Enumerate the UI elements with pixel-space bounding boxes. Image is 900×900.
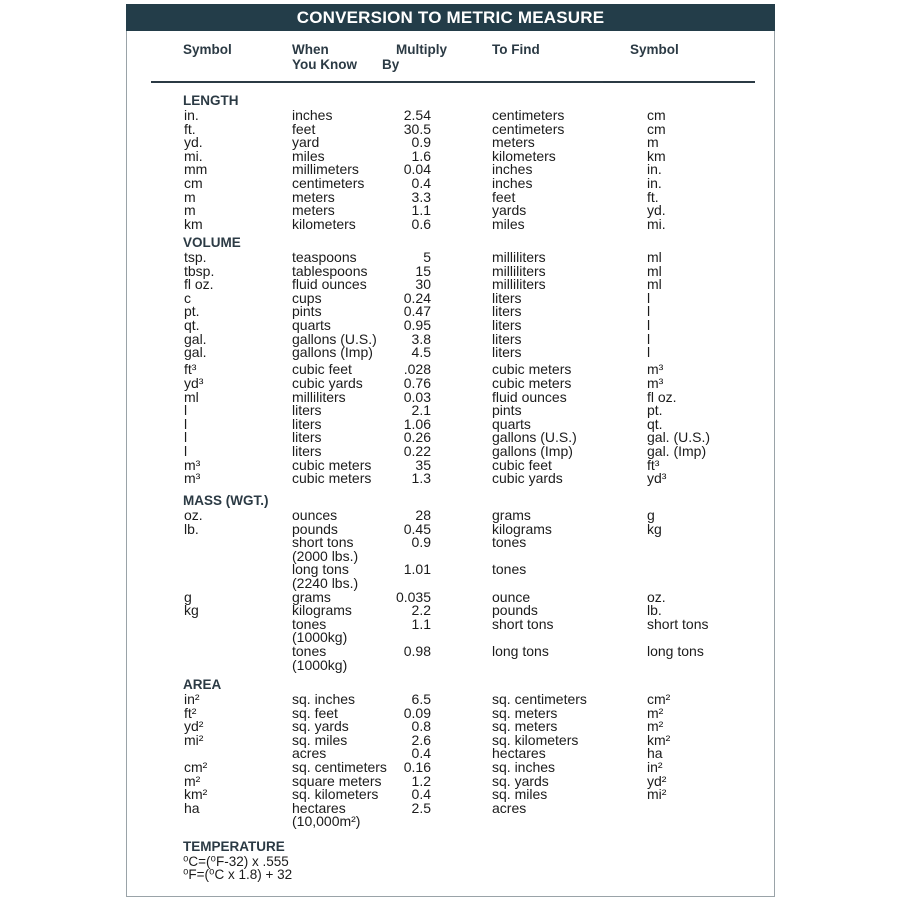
cell-result-symbol: ml	[647, 276, 662, 293]
cell-when-you-know: liters	[292, 402, 322, 419]
cell-when-you-know: kilograms	[292, 602, 352, 619]
cell-symbol: l	[184, 415, 188, 432]
cell-when-you-know: meters	[292, 188, 335, 205]
cell-symbol: km	[184, 215, 203, 232]
cell-symbol: tbsp.	[184, 262, 215, 279]
cell-when-you-know: pounds	[292, 520, 338, 537]
cell-when-you-know: sq. yards	[292, 718, 349, 735]
table-row	[0, 403, 900, 417]
cell-symbol: ha	[184, 799, 200, 816]
cell-to-find: pounds	[492, 602, 538, 619]
cell-to-find: tones	[492, 534, 527, 551]
cell-multiply-by: 0.03	[403, 388, 431, 405]
cell-to-find: sq. inches	[492, 759, 556, 775]
table-row	[0, 304, 900, 318]
cell-to-find: short tons	[492, 615, 554, 632]
cell-to-find: liters	[492, 344, 522, 361]
cell-when-you-know: teaspoons	[292, 249, 357, 265]
cell-symbol: l	[184, 442, 188, 459]
cell-multiply-by: 30	[415, 276, 431, 293]
cell-to-find: sq. meters	[492, 718, 558, 735]
cell-multiply-by: 6.5	[411, 691, 431, 707]
cell-when-you-know: tones	[292, 615, 327, 632]
cell-when-you-know: cubic feet	[292, 361, 352, 378]
cell-to-find: cubic meters	[492, 361, 572, 378]
cell-to-find: quarts	[492, 415, 531, 432]
cell-symbol: km²	[184, 786, 208, 803]
table-row	[0, 250, 900, 264]
cell-multiply-by: 0.04	[403, 161, 431, 178]
cell-multiply-by: 15	[415, 262, 431, 279]
cell-multiply-by: .028	[403, 361, 431, 378]
column-header-to-find: To Find	[492, 42, 540, 57]
cell-symbol: yd²	[184, 718, 204, 735]
cell-multiply-by: 0.47	[403, 303, 431, 320]
table-row	[0, 760, 900, 774]
cell-multiply-by: 0.95	[403, 317, 431, 333]
cell-to-find: meters	[492, 134, 535, 151]
cell-when-you-know: (2240 lbs.)	[292, 575, 359, 591]
cell-result-symbol: g	[647, 507, 655, 523]
cell-when-you-know: feet	[292, 120, 316, 137]
temperature-formula-fahrenheit: ⁰F=(⁰C x 1.8) + 32	[183, 867, 293, 882]
cell-when-you-know: centimeters	[292, 175, 365, 191]
cell-multiply-by: 1.3	[411, 470, 431, 487]
cell-when-you-know: yard	[292, 134, 320, 151]
cell-to-find: inches	[492, 161, 533, 178]
cell-when-you-know: milliliters	[292, 388, 346, 405]
cell-when-you-know: miles	[292, 147, 325, 164]
table-row	[0, 774, 900, 788]
cell-result-symbol: kg	[647, 520, 662, 537]
cell-symbol: kg	[184, 602, 199, 619]
cell-to-find: hectares	[492, 745, 546, 762]
cell-to-find: inches	[492, 175, 533, 191]
cell-to-find: sq. miles	[492, 786, 548, 803]
cell-when-you-know: tones	[292, 643, 327, 659]
cell-result-symbol: cm	[647, 107, 666, 123]
cell-when-you-know: kilometers	[292, 215, 356, 232]
cell-when-you-know: sq. inches	[292, 691, 356, 707]
cell-when-you-know: sq. kilometers	[292, 786, 379, 803]
cell-result-symbol: ft³	[647, 456, 660, 473]
table-row	[0, 471, 900, 485]
cell-multiply-by: 3.3	[411, 188, 431, 205]
cell-multiply-by: 0.26	[403, 429, 431, 446]
cell-multiply-by: 0.09	[403, 704, 431, 721]
section-title-temperature: TEMPERATURE	[183, 839, 285, 854]
table-row	[0, 122, 900, 136]
cell-multiply-by: 0.76	[403, 374, 431, 391]
table-row	[0, 733, 900, 747]
table-row	[0, 603, 900, 617]
page-title: CONVERSION TO METRIC MEASURE	[126, 4, 775, 31]
cell-symbol: mi.	[184, 147, 203, 164]
cell-result-symbol: m³	[647, 374, 664, 391]
cell-result-symbol: km	[647, 147, 666, 164]
cell-when-you-know: square meters	[292, 772, 382, 789]
cell-symbol: mm	[184, 161, 208, 178]
cell-symbol: g	[184, 588, 192, 605]
cell-when-you-know: gallons (U.S.)	[292, 330, 377, 347]
cell-result-symbol: yd³	[647, 470, 667, 487]
cell-symbol: l	[184, 429, 188, 446]
table-row	[0, 590, 900, 604]
cell-symbol: m	[184, 188, 196, 205]
cell-when-you-know: tablespoons	[292, 262, 368, 279]
cell-to-find: gallons (U.S.)	[492, 429, 577, 446]
cell-symbol: fl oz.	[184, 276, 214, 293]
table-row	[0, 190, 900, 204]
cell-symbol: m³	[184, 470, 201, 487]
cell-multiply-by: 0.4	[411, 175, 431, 191]
cell-result-symbol: fl oz.	[647, 388, 677, 405]
cell-result-symbol: gal. (U.S.)	[647, 429, 711, 446]
cell-result-symbol: mi.	[647, 215, 666, 232]
cell-to-find: miles	[492, 215, 525, 232]
cell-multiply-by: 0.16	[403, 759, 431, 775]
column-header-symbol: Symbol	[183, 42, 232, 57]
cell-multiply-by: 2.5	[411, 799, 431, 816]
cell-result-symbol: ml	[647, 249, 662, 265]
cell-symbol: yd.	[184, 134, 203, 151]
table-row	[0, 814, 900, 828]
cell-when-you-know: cubic meters	[292, 456, 372, 473]
cell-to-find: grams	[492, 507, 531, 523]
cell-symbol: oz.	[184, 507, 203, 523]
cell-result-symbol: yd²	[647, 772, 667, 789]
table-row	[0, 549, 900, 563]
cell-when-you-know: fluid ounces	[292, 276, 367, 293]
cell-multiply-by: 0.22	[403, 442, 431, 459]
cell-to-find: liters	[492, 303, 522, 320]
cell-multiply-by: 0.9	[411, 534, 431, 551]
table-row	[0, 176, 900, 190]
table-row	[0, 444, 900, 458]
cell-symbol: m³	[184, 456, 201, 473]
cell-result-symbol: yd.	[647, 202, 666, 219]
table-row	[0, 135, 900, 149]
cell-result-symbol: lb.	[647, 602, 662, 619]
cell-multiply-by: 1.6	[411, 147, 431, 164]
table-row	[0, 787, 900, 801]
cell-multiply-by: 1.01	[403, 561, 431, 578]
table-row	[0, 376, 900, 390]
section-title-length: LENGTH	[183, 93, 239, 108]
cell-when-you-know: meters	[292, 202, 335, 219]
cell-result-symbol: mi²	[647, 786, 667, 803]
table-row	[0, 508, 900, 522]
cell-multiply-by: 0.6	[411, 215, 431, 232]
table-row	[0, 644, 900, 658]
table-row	[0, 746, 900, 760]
table-row	[0, 719, 900, 733]
cell-when-you-know: (2000 lbs.)	[292, 547, 359, 564]
cell-to-find: sq. yards	[492, 772, 549, 789]
cell-result-symbol: l	[647, 317, 651, 333]
cell-multiply-by: 5	[423, 249, 431, 265]
cell-when-you-know: gallons (Imp)	[292, 344, 373, 361]
cell-to-find: centimeters	[492, 107, 565, 123]
cell-result-symbol: ha	[647, 745, 663, 762]
table-row	[0, 162, 900, 176]
table-row	[0, 417, 900, 431]
cell-result-symbol: ml	[647, 262, 662, 279]
cell-symbol: cm	[184, 175, 203, 191]
section-title-volume: VOLUME	[183, 235, 241, 250]
cell-multiply-by: 1.1	[411, 615, 431, 632]
cell-multiply-by: 28	[415, 507, 431, 523]
cell-to-find: cubic feet	[492, 456, 552, 473]
cell-result-symbol: long tons	[647, 643, 704, 659]
cell-symbol: c	[184, 289, 191, 306]
cell-to-find: liters	[492, 330, 522, 347]
cell-result-symbol: l	[647, 344, 651, 361]
table-row	[0, 522, 900, 536]
cell-when-you-know: (1000kg)	[292, 656, 348, 673]
cell-symbol: ft²	[184, 704, 197, 721]
cell-when-you-know: (1000kg)	[292, 629, 348, 646]
cell-result-symbol: m³	[647, 361, 664, 378]
cell-multiply-by: 2.54	[403, 107, 431, 123]
cell-symbol: l	[184, 402, 188, 419]
cell-multiply-by: 2.1	[411, 402, 431, 419]
cell-multiply-by: 0.24	[403, 289, 431, 306]
cell-to-find: cubic meters	[492, 374, 572, 391]
cell-symbol: tsp.	[184, 249, 207, 265]
cell-symbol: in²	[184, 691, 200, 707]
cell-symbol: m	[184, 202, 196, 219]
cell-symbol: lb.	[184, 520, 199, 537]
cell-result-symbol: qt.	[647, 415, 663, 432]
cell-symbol: ft.	[184, 120, 196, 137]
cell-result-symbol: l	[647, 289, 651, 306]
column-header-when-you-know: When You Know	[292, 42, 357, 72]
cell-to-find: kilograms	[492, 520, 552, 537]
temperature-formula-celsius: ⁰C=(⁰F-32) x .555	[183, 854, 289, 869]
cell-symbol: pt.	[184, 303, 200, 320]
table-row	[0, 217, 900, 231]
table-row	[0, 458, 900, 472]
cell-multiply-by: 1.06	[403, 415, 431, 432]
cell-result-symbol: ft.	[647, 188, 659, 205]
table-row	[0, 149, 900, 163]
cell-symbol: gal.	[184, 330, 207, 347]
table-row	[0, 203, 900, 217]
cell-to-find: pints	[492, 402, 522, 419]
cell-multiply-by: 30.5	[403, 120, 431, 137]
cell-multiply-by: 1.1	[411, 202, 431, 219]
cell-when-you-know: millimeters	[292, 161, 359, 178]
cell-result-symbol: in.	[647, 175, 662, 191]
cell-result-symbol: pt.	[647, 402, 663, 419]
cell-to-find: cubic yards	[492, 470, 563, 487]
cell-result-symbol: in.	[647, 161, 662, 178]
cell-when-you-know: sq. feet	[292, 704, 338, 721]
cell-symbol: yd³	[184, 374, 204, 391]
cell-multiply-by: 0.035	[395, 588, 431, 605]
cell-symbol: gal.	[184, 344, 207, 361]
table-row	[0, 617, 900, 631]
table-row	[0, 706, 900, 720]
cell-result-symbol: m	[647, 134, 659, 151]
cell-result-symbol: cm²	[647, 691, 671, 707]
cell-to-find: sq. centimeters	[492, 691, 587, 707]
cell-when-you-know: acres	[292, 745, 327, 762]
cell-result-symbol: oz.	[647, 588, 666, 605]
cell-result-symbol: short tons	[647, 615, 709, 632]
table-row	[0, 362, 900, 376]
cell-when-you-know: hectares	[292, 799, 346, 816]
cell-when-you-know: liters	[292, 442, 322, 459]
cell-to-find: sq. meters	[492, 704, 558, 721]
cell-to-find: acres	[492, 799, 527, 816]
cell-when-you-know: pints	[292, 303, 322, 320]
cell-multiply-by: 2.2	[411, 602, 431, 619]
cell-when-you-know: sq. miles	[292, 731, 348, 748]
cell-result-symbol: l	[647, 303, 651, 320]
table-row	[0, 277, 900, 291]
table-row	[0, 332, 900, 346]
cell-to-find: feet	[492, 188, 516, 205]
cell-to-find: sq. kilometers	[492, 731, 579, 748]
cell-to-find: milliliters	[492, 249, 546, 265]
cell-to-find: liters	[492, 317, 522, 333]
cell-result-symbol: gal. (Imp)	[647, 442, 707, 459]
cell-result-symbol: m²	[647, 718, 664, 735]
cell-symbol: m²	[184, 772, 201, 789]
cell-multiply-by: 3.8	[411, 330, 431, 347]
cell-to-find: liters	[492, 289, 522, 306]
table-row	[0, 535, 900, 549]
cell-when-you-know: quarts	[292, 317, 331, 333]
cell-when-you-know: inches	[292, 107, 333, 123]
cell-result-symbol: cm	[647, 120, 666, 137]
cell-to-find: fluid ounces	[492, 388, 567, 405]
column-header-multiply-by: Multiply By	[382, 42, 447, 72]
cell-multiply-by: 0.9	[411, 134, 431, 151]
cell-when-you-know: short tons	[292, 534, 354, 551]
cell-symbol: qt.	[184, 317, 200, 333]
table-row	[0, 630, 900, 644]
cell-symbol: mi²	[184, 731, 204, 748]
cell-symbol: ft³	[184, 361, 197, 378]
cell-when-you-know: (10,000m²)	[292, 813, 361, 830]
cell-symbol: ml	[184, 388, 199, 405]
cell-when-you-know: sq. centimeters	[292, 759, 387, 775]
cell-symbol: in.	[184, 107, 199, 123]
header-divider	[151, 81, 755, 83]
cell-to-find: gallons (Imp)	[492, 442, 573, 459]
table-row	[0, 390, 900, 404]
cell-multiply-by: 35	[415, 456, 431, 473]
cell-to-find: tones	[492, 561, 527, 578]
cell-when-you-know: cubic meters	[292, 470, 372, 487]
cell-to-find: kilometers	[492, 147, 556, 164]
table-row	[0, 264, 900, 278]
table-row	[0, 108, 900, 122]
column-header-symbol-result: Symbol	[630, 42, 679, 57]
cell-when-you-know: liters	[292, 429, 322, 446]
section-title-area: AREA	[183, 677, 222, 692]
cell-to-find: milliliters	[492, 262, 546, 279]
table-row	[0, 318, 900, 332]
cell-to-find: centimeters	[492, 120, 565, 137]
cell-result-symbol: l	[647, 330, 651, 347]
cell-to-find: milliliters	[492, 276, 546, 293]
table-row	[0, 562, 900, 576]
cell-result-symbol: in²	[647, 759, 663, 775]
cell-when-you-know: ounces	[292, 507, 338, 523]
cell-when-you-know: long tons	[292, 561, 349, 578]
cell-when-you-know: liters	[292, 415, 322, 432]
table-row	[0, 658, 900, 672]
cell-multiply-by: 0.45	[403, 520, 431, 537]
cell-result-symbol: m²	[647, 704, 664, 721]
cell-when-you-know: cubic yards	[292, 374, 363, 391]
table-row	[0, 576, 900, 590]
cell-result-symbol: km²	[647, 731, 671, 748]
cell-multiply-by: 2.6	[411, 731, 431, 748]
table-row	[0, 345, 900, 359]
table-row	[0, 291, 900, 305]
table-row	[0, 801, 900, 815]
cell-multiply-by: 1.2	[411, 772, 431, 789]
cell-to-find: ounce	[492, 588, 531, 605]
section-title-mass-wgt: MASS (WGT.)	[183, 493, 269, 508]
cell-when-you-know: cups	[292, 289, 322, 306]
cell-to-find: long tons	[492, 643, 549, 659]
cell-to-find: yards	[492, 202, 527, 219]
table-row	[0, 692, 900, 706]
cell-when-you-know: grams	[292, 588, 331, 605]
cell-symbol: cm²	[184, 759, 208, 775]
cell-multiply-by: 0.4	[411, 786, 431, 803]
cell-multiply-by: 0.8	[411, 718, 431, 735]
cell-multiply-by: 0.4	[411, 745, 431, 762]
cell-multiply-by: 0.98	[403, 643, 431, 659]
table-row	[0, 430, 900, 444]
cell-multiply-by: 4.5	[411, 344, 431, 361]
